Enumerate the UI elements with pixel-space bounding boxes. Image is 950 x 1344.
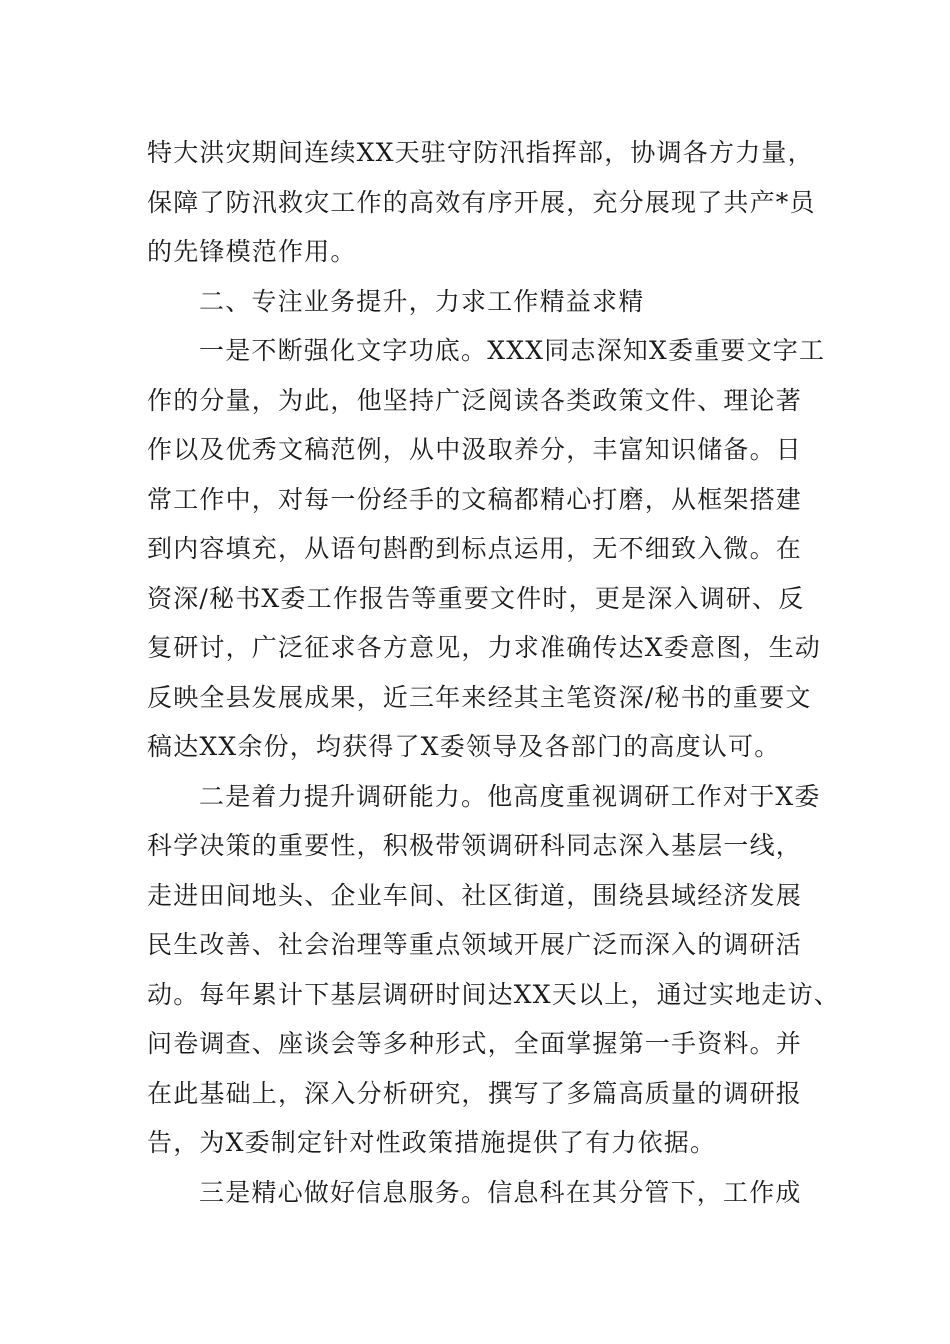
text-line: 资深/秘书X委工作报告等重要文件时，更是深入调研、反 bbox=[147, 583, 805, 613]
text-line: 的先锋模范作用。 bbox=[147, 237, 357, 266]
text-line: 在此基础上，深入分析研究，撰写了多篇高质量的调研报 bbox=[147, 1078, 803, 1108]
text-line: 告，为X委制定针对性政策措施提供了有力依据。 bbox=[147, 1128, 717, 1157]
text-line: 作的分量，为此，他坚持广泛阅读各类政策文件、理论著 bbox=[147, 385, 803, 415]
text-line: 复研讨，广泛征求各方意见，力求准确传达X委意图，生动 bbox=[147, 633, 822, 662]
paragraph-start-line: 一是不断强化文字功底。XXX同志深知X委重要文字工 bbox=[199, 336, 826, 365]
text-line: 科学决策的重要性，积极带领调研科同志深入基层一线， bbox=[147, 831, 803, 860]
text-line: 走进田间地头、企业车间、社区街道，围绕县域经济发展 bbox=[147, 880, 803, 910]
text-line: 稿达XX余份，均获得了X委领导及各部门的高度认可。 bbox=[147, 732, 781, 761]
paragraph-start-line: 二是着力提升调研能力。他高度重视调研工作对于X委 bbox=[199, 781, 821, 811]
text-line: 常工作中，对每一份经手的文稿都精心打磨，从框架搭建 bbox=[147, 484, 803, 514]
text-line: 动。每年累计下基层调研时间达XX天以上，通过实地走访、 bbox=[147, 979, 840, 1009]
text-line: 保障了防汛救灾工作的高效有序开展，充分展现了共产*员 bbox=[147, 187, 816, 217]
text-line: 反映全县发展成果，近三年来经其主笔资深/秘书的重要文 bbox=[147, 682, 812, 712]
section-heading: 二、专注业务提升，力求工作精益求精 bbox=[199, 286, 645, 316]
paragraph-start-line: 三是精心做好信息服务。信息科在其分管下，工作成 bbox=[199, 1177, 802, 1207]
text-line: 特大洪灾期间连续XX天驻守防汛指挥部，协调各方力量， bbox=[147, 138, 814, 167]
text-line: 民生改善、社会治理等重点领域开展广泛而深入的调研活 bbox=[147, 930, 803, 959]
document-body bbox=[147, 128, 847, 1217]
text-line: 问卷调查、座谈会等多种形式，全面掌握第一手资料。并 bbox=[147, 1029, 803, 1058]
text-line: 作以及优秀文稿范例，从中汲取养分，丰富知识储备。日 bbox=[147, 435, 803, 464]
text-line: 到内容填充，从语句斟酌到标点运用，无不细致入微。在 bbox=[147, 534, 803, 563]
